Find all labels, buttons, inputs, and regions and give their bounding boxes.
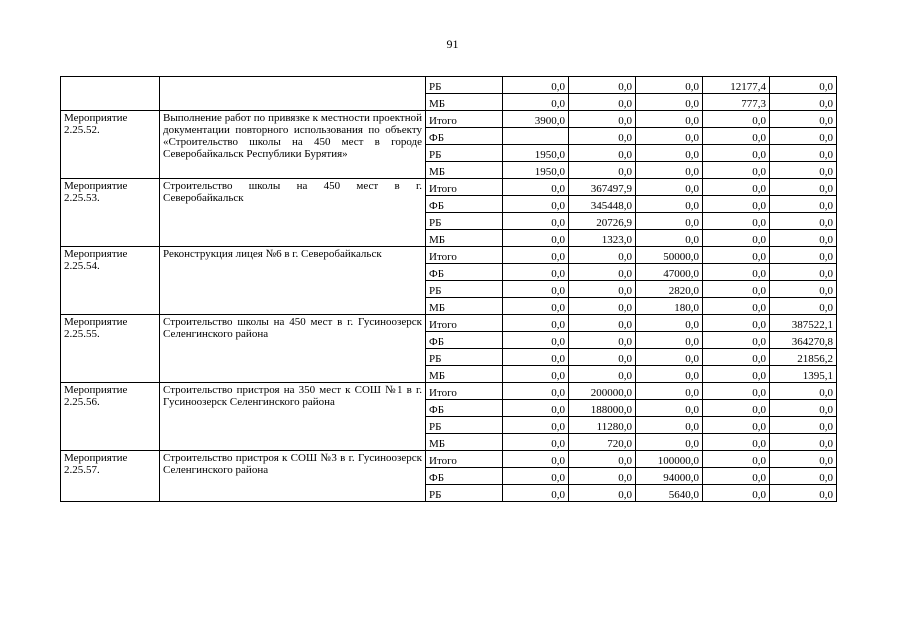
amount-cell: 0,0 [636,349,703,366]
amount-cell: 0,0 [770,485,837,502]
amount-cell: 0,0 [770,383,837,400]
amount-cell: 0,0 [770,196,837,213]
table-row [61,111,837,128]
funding-source-cell: ФБ [426,468,503,485]
amount-cell: 0,0 [569,111,636,128]
funding-source-cell: РБ [426,281,503,298]
amount-cell: 0,0 [770,417,837,434]
amount-cell: 0,0 [770,281,837,298]
amount-cell: 0,0 [569,264,636,281]
measure-description-cell: Строительство пристроя к СОШ №3 в г. Гусиноозерск Селенгинского района [160,451,426,502]
amount-cell: 0,0 [636,230,703,247]
amount-cell: 180,0 [636,298,703,315]
amount-cell: 94000,0 [636,468,703,485]
amount-cell: 0,0 [569,128,636,145]
amount-cell: 0,0 [569,77,636,94]
amount-cell: 0,0 [703,349,770,366]
funding-source-cell: РБ [426,145,503,162]
amount-cell: 0,0 [636,213,703,230]
amount-cell: 0,0 [703,451,770,468]
amount-cell: 0,0 [703,179,770,196]
measure-description-cell [160,77,426,111]
amount-cell: 2820,0 [636,281,703,298]
funding-source-cell: ФБ [426,196,503,213]
funding-source-cell: Итого [426,111,503,128]
amount-cell: 0,0 [703,400,770,417]
amount-cell: 100000,0 [636,451,703,468]
amount-cell: 0,0 [770,451,837,468]
amount-cell: 200000,0 [569,383,636,400]
amount-cell: 0,0 [636,315,703,332]
amount-cell: 0,0 [569,298,636,315]
amount-cell: 0,0 [503,434,569,451]
measure-code-cell: Мероприятие 2.25.52. [61,111,160,179]
amount-cell: 0,0 [636,383,703,400]
amount-cell: 0,0 [503,196,569,213]
table-row [61,315,837,332]
amount-cell: 0,0 [703,332,770,349]
page-number: 91 [446,37,459,51]
amount-cell: 0,0 [503,468,569,485]
amount-cell: 0,0 [703,264,770,281]
amount-cell: 0,0 [703,281,770,298]
funding-source-cell: МБ [426,162,503,179]
funding-source-cell: ФБ [426,332,503,349]
funding-source-cell: РБ [426,213,503,230]
amount-cell: 0,0 [770,298,837,315]
amount-cell: 0,0 [503,77,569,94]
amount-cell: 345448,0 [569,196,636,213]
amount-cell: 0,0 [569,468,636,485]
amount-cell: 0,0 [569,349,636,366]
amount-cell: 0,0 [569,366,636,383]
amount-cell [503,128,569,145]
amount-cell: 0,0 [770,111,837,128]
amount-cell: 21856,2 [770,349,837,366]
amount-cell: 0,0 [636,332,703,349]
amount-cell: 1395,1 [770,366,837,383]
amount-cell: 0,0 [703,298,770,315]
funding-source-cell: Итого [426,315,503,332]
table-row [61,179,837,196]
table-row [61,77,837,94]
amount-cell: 0,0 [569,145,636,162]
measure-description-cell: Реконструкция лицея №6 в г. Северобайкальск [160,247,426,315]
measure-code-cell [61,77,160,111]
amount-cell: 0,0 [703,128,770,145]
amount-cell: 50000,0 [636,247,703,264]
amount-cell: 0,0 [770,145,837,162]
amount-cell: 1950,0 [503,145,569,162]
funding-source-cell: Итого [426,247,503,264]
amount-cell: 0,0 [770,247,837,264]
amount-cell: 1323,0 [569,230,636,247]
amount-cell: 0,0 [770,468,837,485]
amount-cell: 0,0 [636,77,703,94]
amount-cell: 0,0 [770,162,837,179]
amount-cell: 0,0 [703,315,770,332]
amount-cell: 5640,0 [636,485,703,502]
amount-cell: 1950,0 [503,162,569,179]
amount-cell: 364270,8 [770,332,837,349]
amount-cell: 0,0 [503,247,569,264]
measure-code-cell: Мероприятие 2.25.55. [61,315,160,383]
measure-description-cell: Выполнение работ по привязке к местности проектной документации повторного использования по объекту «Строительство школы на 450 мест в городе Северобайкальск Республики Бурятия» [160,111,426,179]
budget-table [60,76,837,502]
amount-cell: 20726,9 [569,213,636,230]
amount-cell: 0,0 [636,94,703,111]
amount-cell: 0,0 [703,417,770,434]
funding-source-cell: РБ [426,485,503,502]
funding-source-cell: МБ [426,230,503,247]
funding-source-cell: МБ [426,298,503,315]
funding-source-cell: МБ [426,94,503,111]
funding-source-cell: Итого [426,179,503,196]
amount-cell: 0,0 [569,332,636,349]
amount-cell: 47000,0 [636,264,703,281]
funding-source-cell: ФБ [426,264,503,281]
amount-cell: 0,0 [503,179,569,196]
amount-cell: 0,0 [770,77,837,94]
funding-source-cell: ФБ [426,128,503,145]
amount-cell: 0,0 [503,383,569,400]
amount-cell: 0,0 [503,417,569,434]
amount-cell: 0,0 [503,349,569,366]
amount-cell: 12177,4 [703,77,770,94]
amount-cell: 0,0 [636,179,703,196]
amount-cell: 0,0 [703,366,770,383]
amount-cell: 0,0 [636,417,703,434]
amount-cell: 0,0 [503,315,569,332]
funding-source-cell: МБ [426,434,503,451]
funding-source-cell: РБ [426,417,503,434]
amount-cell: 0,0 [703,383,770,400]
amount-cell: 0,0 [770,264,837,281]
amount-cell: 0,0 [503,332,569,349]
amount-cell: 0,0 [770,400,837,417]
amount-cell: 0,0 [569,247,636,264]
amount-cell: 0,0 [636,196,703,213]
measure-code-cell: Мероприятие 2.25.53. [61,179,160,247]
amount-cell: 0,0 [569,451,636,468]
amount-cell: 0,0 [503,366,569,383]
amount-cell: 0,0 [503,264,569,281]
funding-source-cell: РБ [426,77,503,94]
amount-cell: 0,0 [503,230,569,247]
amount-cell: 0,0 [636,145,703,162]
measure-description-cell: Строительство школы на 450 мест в г. Северобайкальск [160,179,426,247]
amount-cell: 0,0 [703,247,770,264]
amount-cell: 0,0 [703,196,770,213]
amount-cell: 0,0 [770,179,837,196]
measure-description-cell: Строительство школы на 450 мест в г. Гусиноозерск Селенгинского района [160,315,426,383]
amount-cell: 0,0 [503,281,569,298]
funding-source-cell: Итого [426,451,503,468]
amount-cell: 0,0 [770,94,837,111]
amount-cell: 3900,0 [503,111,569,128]
amount-cell: 0,0 [703,468,770,485]
amount-cell: 0,0 [703,213,770,230]
measure-description-cell: Строительство пристроя на 350 мест к СОШ №1 в г. Гусиноозерск Селенгинского района [160,383,426,451]
amount-cell: 0,0 [703,162,770,179]
amount-cell: 0,0 [703,485,770,502]
amount-cell: 188000,0 [569,400,636,417]
amount-cell: 0,0 [569,162,636,179]
amount-cell: 0,0 [770,128,837,145]
amount-cell: 0,0 [503,400,569,417]
amount-cell: 0,0 [569,281,636,298]
funding-source-cell: МБ [426,366,503,383]
amount-cell: 0,0 [770,213,837,230]
funding-source-cell: РБ [426,349,503,366]
table-row [61,383,837,400]
amount-cell: 0,0 [503,451,569,468]
amount-cell: 0,0 [503,94,569,111]
amount-cell: 387522,1 [770,315,837,332]
amount-cell: 11280,0 [569,417,636,434]
amount-cell: 0,0 [703,230,770,247]
amount-cell: 0,0 [636,162,703,179]
amount-cell: 0,0 [703,111,770,128]
amount-cell: 0,0 [636,366,703,383]
amount-cell: 0,0 [636,400,703,417]
table-row [61,247,837,264]
amount-cell: 0,0 [503,213,569,230]
table-row [61,451,837,468]
amount-cell: 0,0 [636,111,703,128]
amount-cell: 777,3 [703,94,770,111]
amount-cell: 720,0 [569,434,636,451]
amount-cell: 0,0 [569,94,636,111]
amount-cell: 0,0 [569,315,636,332]
amount-cell: 0,0 [770,434,837,451]
measure-code-cell: Мероприятие 2.25.57. [61,451,160,502]
amount-cell: 0,0 [569,485,636,502]
funding-source-cell: Итого [426,383,503,400]
amount-cell: 0,0 [503,485,569,502]
funding-source-cell: ФБ [426,400,503,417]
amount-cell: 0,0 [636,128,703,145]
amount-cell: 0,0 [770,230,837,247]
amount-cell: 0,0 [703,434,770,451]
amount-cell: 0,0 [503,298,569,315]
amount-cell: 367497,9 [569,179,636,196]
amount-cell: 0,0 [636,434,703,451]
measure-code-cell: Мероприятие 2.25.54. [61,247,160,315]
measure-code-cell: Мероприятие 2.25.56. [61,383,160,451]
amount-cell: 0,0 [703,145,770,162]
